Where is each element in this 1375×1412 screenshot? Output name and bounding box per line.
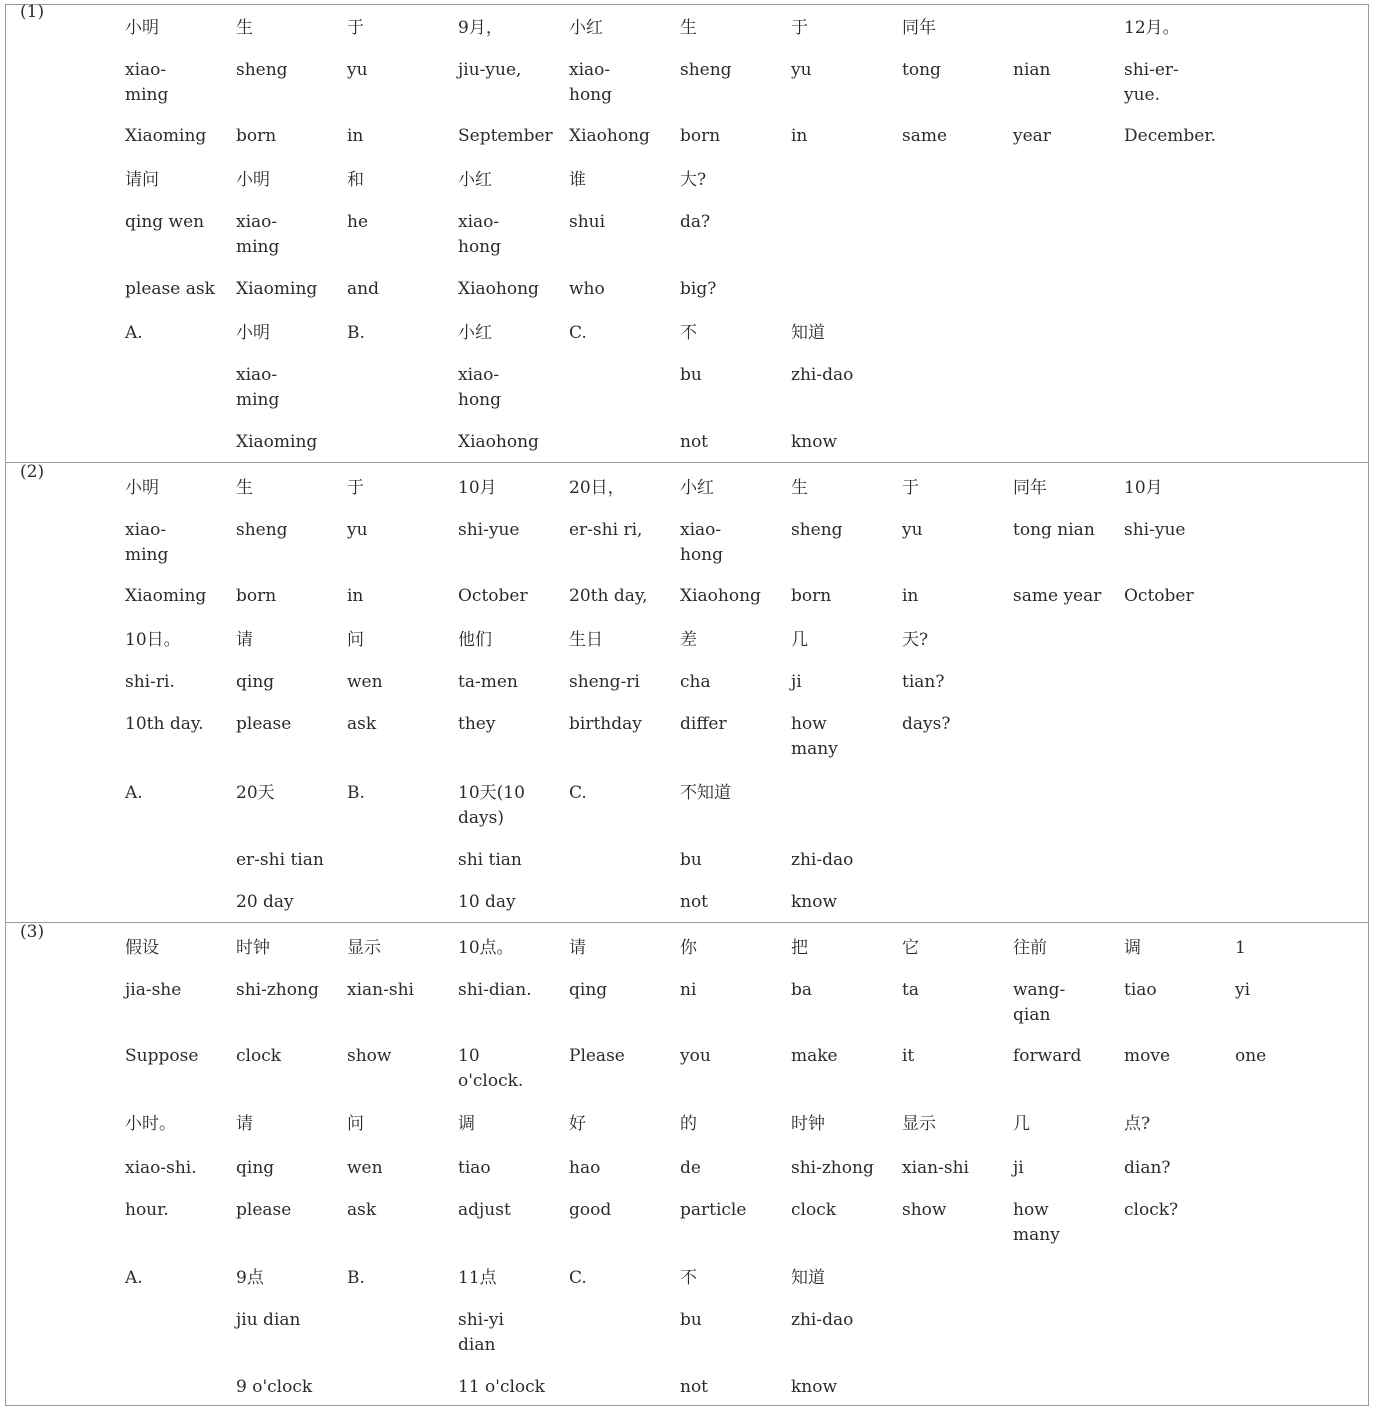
gloss-cell: nian <box>1013 60 1051 80</box>
gloss-cell: 知道 <box>791 1268 825 1288</box>
gloss-cell: xiao- ming <box>125 60 169 105</box>
gloss-cell: September <box>458 126 553 146</box>
gloss-cell: Xiaoming <box>125 126 207 146</box>
gloss-cell: er-shi ri, <box>569 520 643 540</box>
gloss-cell: 点? <box>1124 1114 1151 1134</box>
gloss-cell: 12月。 <box>1124 18 1180 38</box>
gloss-cell: 于 <box>791 18 808 38</box>
gloss-cell: 20日， <box>569 478 625 498</box>
gloss-cell: A. <box>125 1268 143 1288</box>
gloss-cell: 小红 <box>680 478 714 498</box>
gloss-cell: in <box>347 126 364 146</box>
gloss-cell: differ <box>680 714 727 734</box>
gloss-cell: big? <box>680 279 717 299</box>
gloss-cell: 不 <box>680 1268 697 1288</box>
gloss-cell: 的 <box>680 1114 697 1134</box>
gloss-cell: born <box>791 586 832 606</box>
gloss-cell: zhi-dao <box>791 365 854 385</box>
gloss-cell: 20 day <box>236 892 294 912</box>
gloss-cell: 10月 <box>1124 478 1163 498</box>
gloss-cell: 几 <box>1013 1114 1030 1134</box>
gloss-cell: sheng <box>791 520 843 540</box>
gloss-cell: xiao- ming <box>236 365 280 410</box>
gloss-cell: 它 <box>902 938 919 958</box>
gloss-cell: sheng <box>236 520 288 540</box>
gloss-cell: he <box>347 212 369 232</box>
gloss-cell: 9点 <box>236 1268 264 1288</box>
gloss-cell: wen <box>347 672 383 692</box>
gloss-cell: qing wen <box>125 212 205 232</box>
gloss-cell: 你 <box>680 938 697 958</box>
gloss-cell: yu <box>902 520 923 540</box>
gloss-cell: shi tian <box>458 850 522 870</box>
gloss-cell: October <box>1124 586 1194 606</box>
gloss-cell: 生 <box>236 18 253 38</box>
gloss-cell: C. <box>569 1268 587 1288</box>
gloss-cell: shi-yi dian <box>458 1310 504 1355</box>
gloss-cell: xiao- hong <box>569 60 613 105</box>
gloss-cell: please ask <box>125 279 215 299</box>
gloss-cell: good <box>569 1200 612 1220</box>
gloss-cell: make <box>791 1046 838 1066</box>
gloss-cell: same year <box>1013 586 1102 606</box>
gloss-cell: please <box>236 1200 292 1220</box>
gloss-cell: xian-shi <box>347 980 414 1000</box>
gloss-cell: clock <box>236 1046 282 1066</box>
gloss-cell: C. <box>569 783 587 803</box>
gloss-cell: 显示 <box>347 938 381 958</box>
gloss-cell: ta <box>902 980 919 1000</box>
row-divider <box>5 922 1369 923</box>
gloss-cell: 显示 <box>902 1114 936 1134</box>
gloss-cell: shi-yue <box>1124 520 1186 540</box>
gloss-cell: 同年 <box>1013 478 1047 498</box>
gloss-cell: Xiaoming <box>236 432 318 452</box>
gloss-cell: xiao- ming <box>125 520 169 565</box>
gloss-cell: yi <box>1235 980 1251 1000</box>
gloss-cell: dian? <box>1124 1158 1171 1178</box>
gloss-cell: born <box>236 126 277 146</box>
gloss-cell: B. <box>347 1268 365 1288</box>
gloss-cell: Suppose <box>125 1046 199 1066</box>
gloss-cell: 小红 <box>458 170 492 190</box>
gloss-cell: clock? <box>1124 1200 1179 1220</box>
row-divider <box>5 462 1369 463</box>
gloss-cell: 于 <box>347 478 364 498</box>
gloss-cell: 生 <box>791 478 808 498</box>
gloss-cell: yu <box>347 60 368 80</box>
gloss-cell: 生日 <box>569 630 603 650</box>
gloss-cell: 小明 <box>236 170 270 190</box>
gloss-cell: not <box>680 432 709 452</box>
gloss-cell: ji <box>1013 1158 1024 1178</box>
gloss-cell: yu <box>347 520 368 540</box>
gloss-cell: 好 <box>569 1114 586 1134</box>
gloss-cell: how many <box>1013 1200 1060 1245</box>
gloss-cell: who <box>569 279 605 299</box>
gloss-cell: B. <box>347 783 365 803</box>
example-number: (1) <box>20 2 45 22</box>
gloss-cell: qing <box>569 980 608 1000</box>
gloss-cell: shi-dian. <box>458 980 532 1000</box>
gloss-cell: 11点 <box>458 1268 497 1288</box>
gloss-cell: 谁 <box>569 170 586 190</box>
gloss-cell: birthday <box>569 714 642 734</box>
gloss-cell: they <box>458 714 496 734</box>
gloss-cell: 生 <box>680 18 697 38</box>
gloss-cell: 请问 <box>125 170 159 190</box>
gloss-cell: adjust <box>458 1200 511 1220</box>
gloss-cell: 请 <box>236 1114 253 1134</box>
gloss-cell: 请 <box>569 938 586 958</box>
gloss-cell: Xiaoming <box>125 586 207 606</box>
gloss-cell: 假设 <box>125 938 159 958</box>
gloss-cell: how many <box>791 714 838 759</box>
gloss-cell: in <box>347 586 364 606</box>
gloss-cell: A. <box>125 323 143 343</box>
gloss-cell: forward <box>1013 1046 1082 1066</box>
gloss-cell: xiao- hong <box>458 365 502 410</box>
gloss-cell: xiao- ming <box>236 212 280 257</box>
gloss-cell: ji <box>791 672 802 692</box>
gloss-cell: know <box>791 892 838 912</box>
gloss-cell: 他们 <box>458 630 492 650</box>
gloss-cell: shui <box>569 212 606 232</box>
gloss-cell: er-shi tian <box>236 850 324 870</box>
gloss-cell: move <box>1124 1046 1171 1066</box>
gloss-cell: 时钟 <box>791 1114 825 1134</box>
gloss-cell: qing <box>236 672 275 692</box>
gloss-cell: same <box>902 126 948 146</box>
gloss-cell: in <box>791 126 808 146</box>
gloss-cell: 于 <box>902 478 919 498</box>
gloss-cell: October <box>458 586 528 606</box>
gloss-cell: tong <box>902 60 941 80</box>
gloss-cell: 10日。 <box>125 630 181 650</box>
gloss-cell: born <box>236 586 277 606</box>
gloss-cell: 差 <box>680 630 697 650</box>
gloss-cell: ta-men <box>458 672 518 692</box>
gloss-cell: hao <box>569 1158 601 1178</box>
gloss-cell: December. <box>1124 126 1216 146</box>
gloss-cell: ask <box>347 1200 377 1220</box>
gloss-cell: Xiaoming <box>236 279 318 299</box>
gloss-cell: sheng <box>680 60 732 80</box>
gloss-cell: zhi-dao <box>791 1310 854 1330</box>
gloss-cell: 10月 <box>458 478 497 498</box>
gloss-cell: B. <box>347 323 365 343</box>
gloss-cell: you <box>680 1046 711 1066</box>
gloss-cell: 和 <box>347 170 364 190</box>
gloss-cell: show <box>347 1046 392 1066</box>
gloss-cell: not <box>680 1377 709 1397</box>
gloss-cell: bu <box>680 850 702 870</box>
gloss-cell: hour. <box>125 1200 169 1220</box>
gloss-cell: 不知道 <box>680 783 731 803</box>
gloss-cell: xiao- hong <box>680 520 724 565</box>
gloss-cell: 同年 <box>902 18 936 38</box>
gloss-cell: xian-shi <box>902 1158 969 1178</box>
gloss-cell: 20天 <box>236 783 275 803</box>
gloss-cell: 10 day <box>458 892 516 912</box>
gloss-cell: A. <box>125 783 143 803</box>
gloss-cell: zhi-dao <box>791 850 854 870</box>
gloss-cell: 小明 <box>125 478 159 498</box>
gloss-cell: days? <box>902 714 951 734</box>
gloss-cell: da? <box>680 212 711 232</box>
gloss-cell: 天? <box>902 630 929 650</box>
gloss-cell: shi-ri. <box>125 672 175 692</box>
gloss-cell: show <box>902 1200 947 1220</box>
gloss-cell: Please <box>569 1046 625 1066</box>
gloss-cell: 问 <box>347 630 364 650</box>
gloss-cell: wen <box>347 1158 383 1178</box>
gloss-cell: C. <box>569 323 587 343</box>
gloss-cell: please <box>236 714 292 734</box>
gloss-cell: 请 <box>236 630 253 650</box>
gloss-cell: 生 <box>236 478 253 498</box>
gloss-cell: know <box>791 1377 838 1397</box>
gloss-cell: shi-er- yue. <box>1124 60 1179 105</box>
gloss-cell: 知道 <box>791 323 825 343</box>
gloss-cell: 小明 <box>236 323 270 343</box>
gloss-cell: particle <box>680 1200 747 1220</box>
gloss-cell: 10th day. <box>125 714 204 734</box>
gloss-cell: Xiaohong <box>458 279 539 299</box>
gloss-cell: clock <box>791 1200 837 1220</box>
gloss-cell: tiao <box>1124 980 1157 1000</box>
gloss-cell: 调 <box>1124 938 1141 958</box>
gloss-cell: 9 o'clock <box>236 1377 313 1397</box>
gloss-cell: jia-she <box>125 980 182 1000</box>
gloss-cell: 把 <box>791 938 808 958</box>
gloss-cell: ni <box>680 980 697 1000</box>
gloss-cell: 大? <box>680 170 707 190</box>
gloss-cell: 于 <box>347 18 364 38</box>
gloss-cell: Xiaohong <box>458 432 539 452</box>
gloss-cell: one <box>1235 1046 1267 1066</box>
gloss-cell: 时钟 <box>236 938 270 958</box>
gloss-cell: de <box>680 1158 701 1178</box>
gloss-cell: 10 o'clock. <box>458 1046 524 1091</box>
gloss-cell: tong nian <box>1013 520 1095 540</box>
gloss-cell: 10点。 <box>458 938 514 958</box>
gloss-cell: and <box>347 279 379 299</box>
gloss-cell: 10天(10 days) <box>458 783 525 828</box>
gloss-cell: 小红 <box>569 18 603 38</box>
gloss-cell: ba <box>791 980 813 1000</box>
gloss-cell: jiu-yue, <box>458 60 522 80</box>
gloss-cell: 往前 <box>1013 938 1047 958</box>
gloss-cell: 11 o'clock <box>458 1377 545 1397</box>
gloss-cell: 问 <box>347 1114 364 1134</box>
gloss-cell: sheng-ri <box>569 672 640 692</box>
gloss-cell: sheng <box>236 60 288 80</box>
gloss-cell: 小红 <box>458 323 492 343</box>
gloss-cell: 小时。 <box>125 1114 176 1134</box>
gloss-cell: it <box>902 1046 915 1066</box>
gloss-cell: yu <box>791 60 812 80</box>
gloss-cell: shi-yue <box>458 520 520 540</box>
gloss-cell: 几 <box>791 630 808 650</box>
gloss-cell: shi-zhong <box>236 980 319 1000</box>
gloss-cell: Xiaohong <box>569 126 650 146</box>
gloss-cell: ask <box>347 714 377 734</box>
gloss-cell: wang- qian <box>1013 980 1066 1025</box>
gloss-cell: 小明 <box>125 18 159 38</box>
gloss-cell: xiao- hong <box>458 212 502 257</box>
gloss-cell: cha <box>680 672 711 692</box>
gloss-cell: jiu dian <box>236 1310 301 1330</box>
gloss-cell: 1 <box>1235 938 1246 958</box>
gloss-cell: Xiaohong <box>680 586 761 606</box>
gloss-cell: in <box>902 586 919 606</box>
gloss-cell: qing <box>236 1158 275 1178</box>
gloss-cell: not <box>680 892 709 912</box>
gloss-cell: born <box>680 126 721 146</box>
gloss-cell: 9月， <box>458 18 503 38</box>
gloss-cell: 不 <box>680 323 697 343</box>
gloss-cell: 调 <box>458 1114 475 1134</box>
example-number: (3) <box>20 922 45 942</box>
gloss-cell: 20th day, <box>569 586 648 606</box>
gloss-cell: bu <box>680 1310 702 1330</box>
gloss-cell: bu <box>680 365 702 385</box>
gloss-cell: shi-zhong <box>791 1158 874 1178</box>
gloss-cell: tian? <box>902 672 945 692</box>
gloss-cell: know <box>791 432 838 452</box>
example-number: (2) <box>20 462 45 482</box>
gloss-cell: xiao-shi. <box>125 1158 197 1178</box>
gloss-cell: year <box>1013 126 1051 146</box>
gloss-cell: tiao <box>458 1158 491 1178</box>
